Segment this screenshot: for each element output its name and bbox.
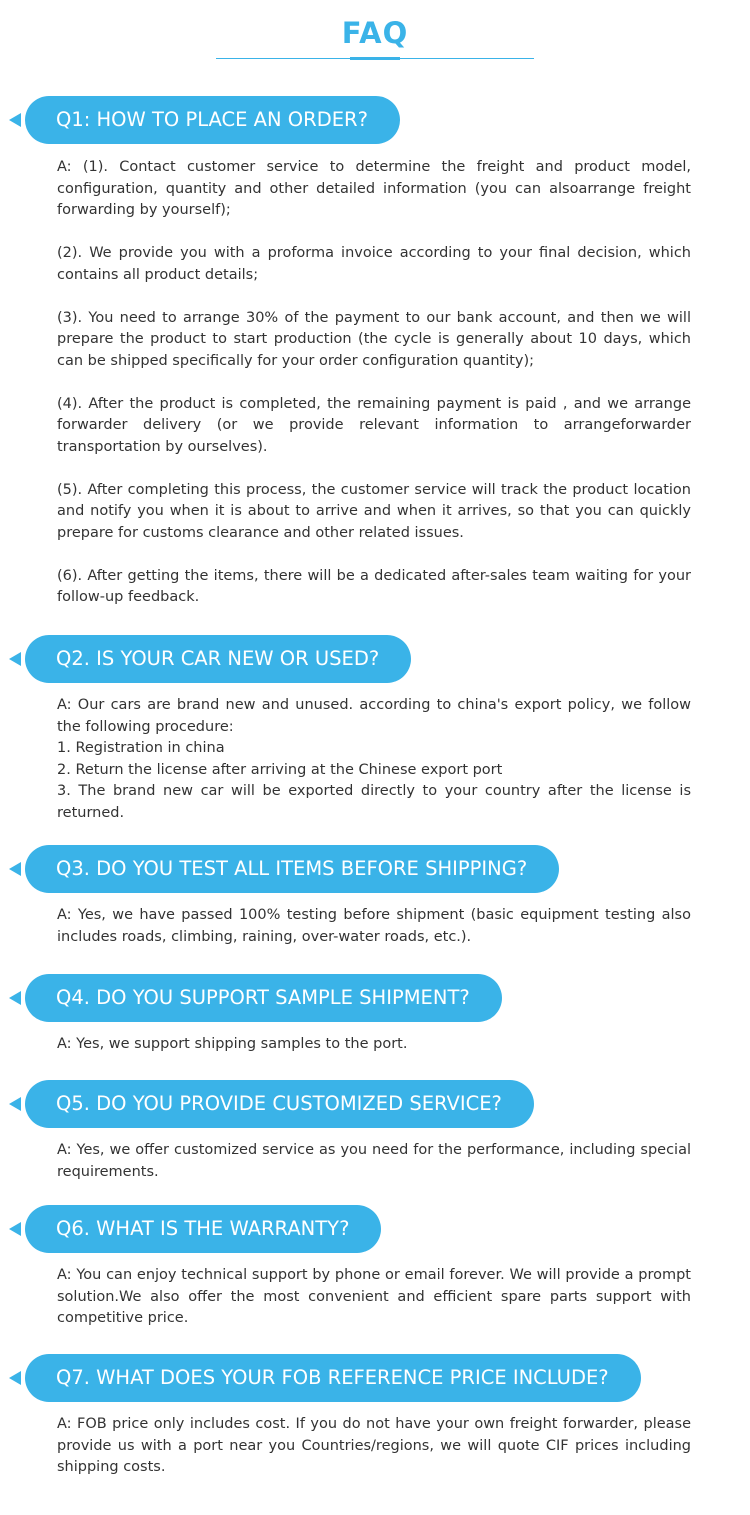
faq-item-2 — [0, 635, 750, 683]
faq-header — [0, 0, 750, 70]
question-pill: Q7. WHAT DOES YOUR FOB REFERENCE PRICE INCLUDE? — [25, 1354, 641, 1402]
question-row — [0, 1080, 750, 1128]
faq-item-3 — [0, 845, 750, 893]
arrow-left-icon — [9, 991, 21, 1005]
arrow-left-icon — [9, 1371, 21, 1385]
answer-line: 3. The brand new car will be exported directly to your country after the license is returned. — [57, 783, 691, 821]
question-row — [0, 1205, 750, 1253]
answer-paragraph: (4). After the product is completed, the remaining payment is paid , and we arrange forwarder delivery (or we provide relevant information to arrangeforwarder transportation by ourselves). — [57, 395, 691, 455]
arrow-left-icon — [9, 1222, 21, 1236]
faq-item-4 — [0, 974, 750, 1022]
answer-paragraph: A: (1). Contact customer service to determine the freight and product model, configuration, quantity and other detailed information (you can alsoarrange freight forwarding by yourself); — [57, 159, 691, 218]
question-pill: Q1: HOW TO PLACE AN ORDER? — [25, 96, 400, 144]
page-title: FAQ — [341, 16, 409, 50]
answer-line: 2. Return the license after arriving at the Chinese export port — [57, 761, 503, 778]
answer-block-1 — [57, 157, 691, 609]
answer-paragraph: A: FOB price only includes cost. If you do not have your own freight forwarder, please provide us with a port near you Countries/regions, we will quote CIF prices including shipping costs. — [57, 1416, 691, 1475]
answer-block-2 — [57, 695, 691, 824]
question-row — [0, 845, 750, 893]
arrow-left-icon — [9, 652, 21, 666]
answer-block-7 — [57, 1414, 691, 1479]
question-pill: Q5. DO YOU PROVIDE CUSTOMIZED SERVICE? — [25, 1080, 534, 1128]
answer-paragraph: A: You can enjoy technical support by phone or email forever. We will provide a prompt solution.We also offer the most convenient and efficient spare parts support with competitive price. — [57, 1267, 691, 1326]
answer-paragraph: A: Yes, we have passed 100% testing before shipment (basic equipment testing also includes roads, climbing, raining, over-water roads, etc.). — [57, 907, 691, 945]
answer-paragraph: (3). You need to arrange 30% of the payment to our bank account, and then we will prepare the product to start production (the cycle is generally about 10 days, which can be shipped specifically for your order configuration quantity); — [57, 309, 691, 369]
answer-block-5 — [57, 1140, 691, 1183]
arrow-left-icon — [9, 862, 21, 876]
answer-block-4 — [57, 1034, 691, 1056]
answer-block-6 — [57, 1265, 691, 1330]
question-pill: Q4. DO YOU SUPPORT SAMPLE SHIPMENT? — [25, 974, 502, 1022]
answer-line: 1. Registration in china — [57, 740, 225, 756]
faq-item-6 — [0, 1205, 750, 1253]
answer-block-3 — [57, 905, 691, 948]
answer-paragraph: A: Yes, we offer customized service as you need for the performance, including special requirements. — [57, 1142, 691, 1180]
faq-item-5 — [0, 1080, 750, 1128]
question-pill: Q3. DO YOU TEST ALL ITEMS BEFORE SHIPPING? — [25, 845, 559, 893]
question-row — [0, 974, 750, 1022]
answer-paragraph: (2). We provide you with a proforma invoice according to your final decision, which contains all product details; — [57, 245, 691, 283]
arrow-left-icon — [9, 113, 21, 127]
question-row — [0, 96, 750, 144]
faq-item-7 — [0, 1354, 750, 1402]
question-row — [0, 1354, 750, 1402]
answer-paragraph: (5). After completing this process, the customer service will track the product location and notify you when it is about to arrive and when it arrives, so that you can quickly prepare for customs clearance and other related issues. — [57, 481, 691, 541]
title-accent-bar — [350, 57, 400, 60]
question-row — [0, 635, 750, 683]
answer-paragraph: (6). After getting the items, there will be a dedicated after-sales team waiting for your follow-up feedback. — [57, 567, 691, 605]
arrow-left-icon — [9, 1097, 21, 1111]
answer-paragraph: A: Yes, we support shipping samples to the port. — [57, 1036, 408, 1052]
question-pill: Q6. WHAT IS THE WARRANTY? — [25, 1205, 381, 1253]
question-pill: Q2. IS YOUR CAR NEW OR USED? — [25, 635, 411, 683]
faq-item-1 — [0, 96, 750, 144]
answer-paragraph: A: Our cars are brand new and unused. according to china's export policy, we follow the following procedure: — [57, 697, 691, 735]
